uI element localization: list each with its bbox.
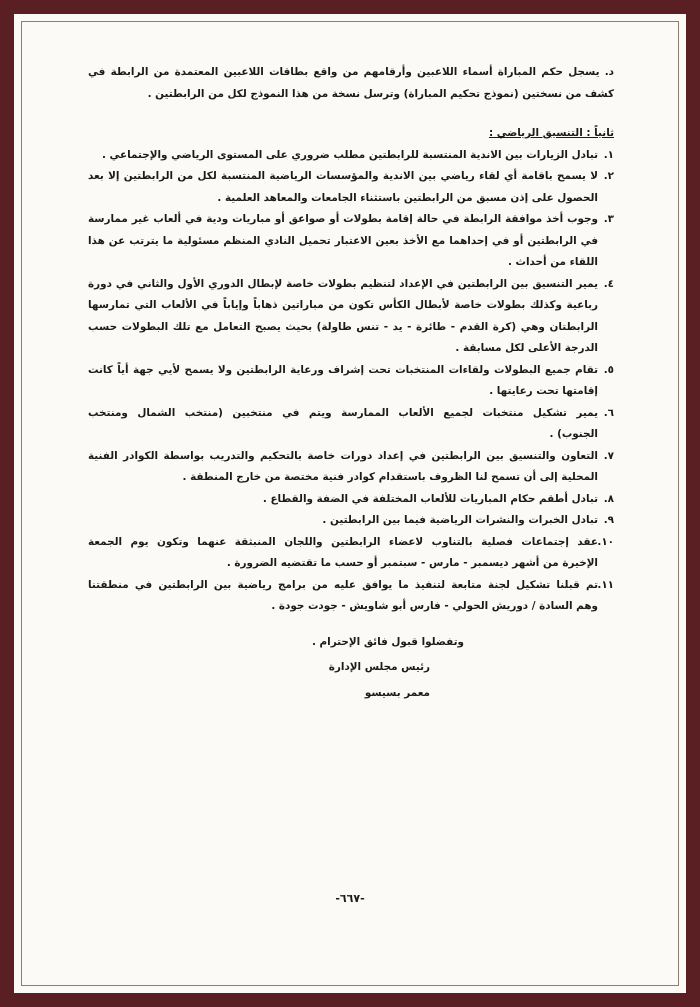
item-number: ٢. [603,170,614,182]
item-line: الجنوب) . [549,428,598,440]
closing-line: وتفضلوا قبول فائق الإحترام . [311,635,464,648]
item-line: الحصول على إذن مسبق من الرابطتين باستثناء الجامعات والمعاهد العلمية . [217,191,598,204]
paragraph-d-line-1: د. يسجل حكم المباراة أسماء اللاعبين وأرقامهم من واقع بطاقات اللاعبين المعتمدة من الرابطة في [88,66,614,78]
item-line: يمير تشكيل منتخبات لجميع الألعاب الممارسة ويتم في منتخبين (منتخب الشمال ومنتخب [88,406,598,419]
item-line: إقامتها تحت رعايتها . [489,385,598,397]
item-line: الإخيرة من أشهر ديسمبر - مارس - سبتمبر أو حسب ما تقتضيه الضرورة . [226,557,598,569]
item-line: تبادل أطقم حكام المباريات للألعاب المختلفة في الضفة والقطاع . [262,492,598,505]
item-line: الرابطتان وهي (كرة القدم - طائرة - يد - تنس طاولة) بحيث يصبح التعامل مع تلك البطولات حسب [88,320,598,333]
item-number: ٨. [603,492,614,505]
item-line: عقد إجتماعات فصلية بالتناوب لاعضاء الرابطتين واللجان المنبثقة عنهما وتكون يوم الجمعة [88,535,598,548]
signature-title: رئيس مجلس الإدارة [328,661,430,673]
list-item [88,274,614,360]
item-line: تبادل الخبرات والنشرات الرياضية فيما بين الرابطتين . [322,514,598,526]
item-number: ٣. [603,213,614,225]
list-item [88,360,614,403]
signature-name: معمر بسيسو [364,686,430,699]
item-number: ٤. [603,277,614,290]
item-number: ٦. [603,406,614,419]
item-line: لا يسمح باقامة أي لقاء رياضي بين الاندية والمؤسسات الرياضية المنتسبة لكل من الرابطتين إلا بعد [88,170,598,182]
document-page [14,14,686,993]
list-item [88,489,614,511]
item-number: ١١. [597,578,614,591]
item-line: التعاون والتنسيق بين الرابطتين في إعداد دورات خاصة بالتحكيم والتدريب بواسطة الكوادر الفنية [88,449,598,462]
item-line: تبادل الزيارات بين الاندية المنتسبة للرابطتين مطلب ضروري على المستوى الرياضي والإجتماعي . [101,148,598,161]
item-number: ٧. [603,449,614,462]
list-item [88,403,614,446]
item-line: تقام جميع البطولات ولقاءات المنتخبات تحت إشراف ورعاية الرابطتين ولا يسمح لأيي جهة أياً كانت [88,363,598,376]
paragraph-d-line-2: كشف من نسختين (نموذج تحكيم المباراة) وترسل نسخة من هذا النموذج لكل من الرابطتين . [147,87,614,100]
document-body [88,62,614,704]
list-item [88,575,614,618]
section-title: ثانياً : التنسيق الرياضي : [488,127,614,139]
item-line: وجوب أخذ موافقة الرابطة في حالة إقامة بطولات أو صواعق أو مباريات ودية في ألعاب غير ممارسة [88,213,598,225]
item-number: ١. [603,148,614,161]
list-item [88,145,614,167]
item-line: اللقاء من أحداث . [507,256,598,268]
item-line: تم قبلنا تشكيل لجنة متابعة لتنفيذ ما يوافق عليه من برامج رياضية بين الرابطتين في منطقتنا [88,578,598,591]
item-number: ١٠. [597,535,614,548]
page-number: -٦٦٧- [335,892,365,905]
item-line: يمير التنسيق بين الرابطتين في الإعداد لتنظيم بطولات خاصة لإبطال الدوري الأول والثاني في دورة [88,277,598,290]
item-line: رباعية وكذلك بطولات خاصة لأبطال الكأس تكون من مباراتين ذهاباً وإياباً في الألعاب التي تمارسها [88,299,598,311]
list-item [88,446,614,489]
item-number: ٩. [603,514,614,526]
list-item [88,532,614,575]
item-line: وهم السادة / دوريش الحولي - فارس أبو شاويش - جودت جودة . [271,600,598,612]
item-line: في الرابطتين أو في إحداهما مع الأخذ بعين الاعتبار تحميل النادي المنظم مسئولية ما يترتب عن هذا [88,234,598,247]
list-item [88,209,614,274]
list-item [88,510,614,532]
item-line: المحلية إلى أن تسمح لنا الظروف باستقدام كوادر فنية مختصة من خارج المنطقة . [182,471,598,483]
item-line: الدرجة الأعلى لكل مسابقة . [455,342,598,354]
list-item [88,166,614,209]
item-number: ٥. [603,363,614,376]
